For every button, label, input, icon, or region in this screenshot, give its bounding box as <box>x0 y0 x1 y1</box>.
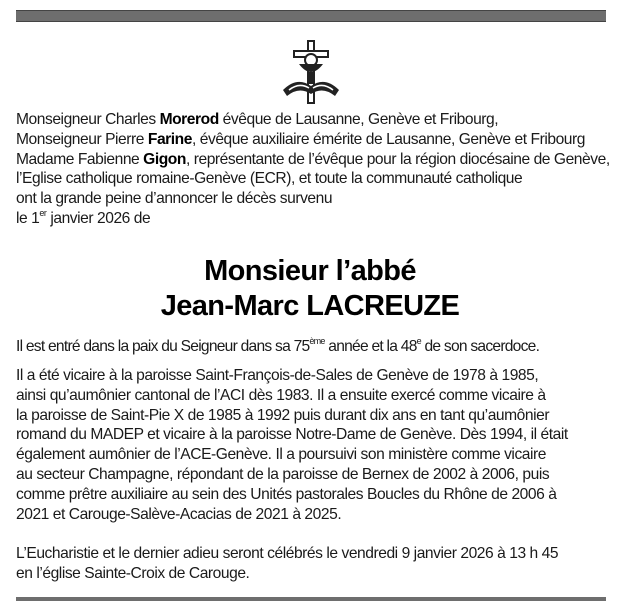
intro-line: Monseigneur Pierre Farine, évêque auxiliaire émérite de Lausanne, Genève et Fribourg <box>16 130 585 148</box>
career-line: au secteur Champagne, répondant de la paroisse de Bernex de 2002 à 2006, puis <box>16 465 550 483</box>
career-line: comme prêtre auxiliaire au sein des Unités pastorales Boucles du Rhône de 2006 à <box>16 485 557 503</box>
intro-line: ont la grande peine d’annoncer le décès survenu <box>16 190 333 208</box>
intro-paragraph <box>16 110 608 229</box>
deceased-name: Jean-Marc LACREUZE <box>160 290 460 322</box>
top-rule <box>16 10 606 22</box>
career-line: romand du MADEP et vicaire à la paroisse Notre-Dame de Genève. Dès 1994, il était <box>16 426 568 444</box>
intro-line: Monseigneur Charles Morerod évêque de Lausanne, Genève et Fribourg, <box>16 111 499 128</box>
deceased-heading <box>0 254 620 324</box>
career-line: Il a été vicaire à la paroisse Saint-François-de-Sales de Genève de 1978 à 1985, <box>16 367 539 384</box>
intro-line: Madame Fabienne Gigon, représentante de l’évêque pour la région diocésaine de Genève, <box>16 150 610 168</box>
cross-chalice-book-icon <box>279 40 343 104</box>
career-line: également aumônier de l’ACE-Genève. Il a poursuivi son ministère comme vicaire <box>16 446 546 464</box>
intro-line: l’Eglise catholique romaine-Genève (ECR), et toute la communauté catholique <box>16 170 523 188</box>
funeral-line: L’Eucharistie et le dernier adieu seront célébrés le vendredi 9 janvier 2026 à 13 h 45 <box>16 545 559 562</box>
funeral-paragraph <box>16 544 608 584</box>
career-line: ainsi qu’aumônier cantonal de l’ACI dès 1983. Il a ensuite exercé comme vicaire à <box>16 386 546 404</box>
age-paragraph: Il est entré dans la paix du Seigneur dans sa 75ème année et la 48e de son sacerdoce. <box>16 335 540 355</box>
career-line: 2021 et Carouge-Salève-Acacias de 2021 à 2025. <box>16 505 342 523</box>
funeral-line: en l’église Sainte-Croix de Carouge. <box>16 564 250 582</box>
date-line: le 1er janvier 2026 de <box>16 207 151 227</box>
career-line: la paroisse de Saint-Pie X de 1985 à 1992 puis durant dix ans en tant qu’aumônier <box>16 406 550 424</box>
career-paragraph <box>16 366 608 524</box>
deceased-title: Monsieur l’abbé <box>204 255 416 287</box>
bottom-rule <box>16 597 606 601</box>
